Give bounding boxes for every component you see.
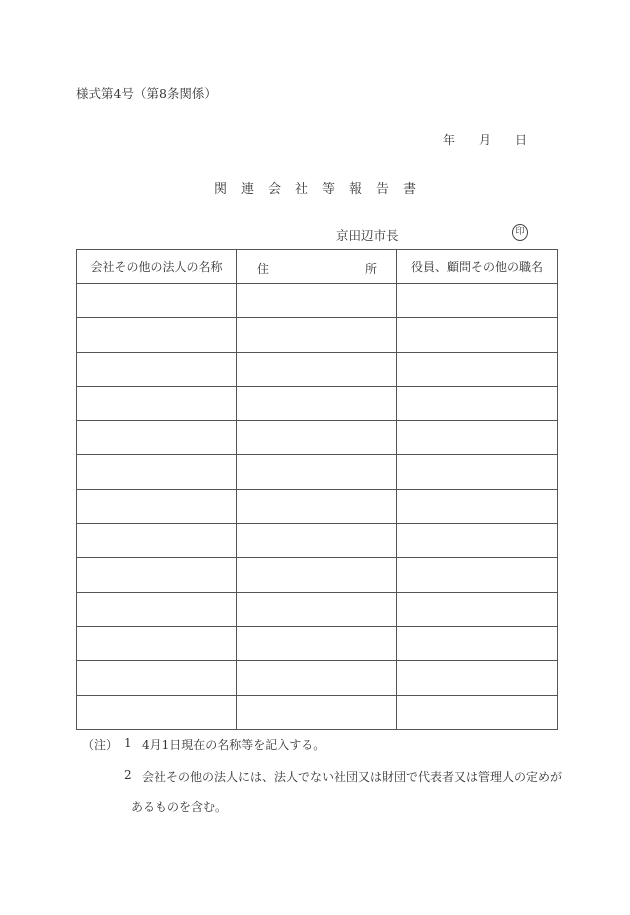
document-title [0, 178, 630, 197]
table-header-row [77, 250, 558, 284]
company-name-cell[interactable] [77, 661, 237, 695]
table-row [77, 352, 558, 386]
company-name-cell[interactable] [77, 421, 237, 455]
form-number: 様式第4号（第8条関係） [76, 86, 217, 101]
address-cell[interactable] [237, 455, 397, 489]
seal-icon: 印 [512, 224, 528, 241]
header-address [237, 250, 397, 284]
title-char: 会 [267, 182, 281, 197]
related-company-table [76, 249, 558, 730]
table-row [77, 592, 558, 626]
date-day-label: 日 [515, 133, 528, 147]
note-1-text: 4月1日現在の名称等を記入する。 [142, 738, 326, 752]
position-cell[interactable] [397, 489, 558, 523]
position-cell[interactable] [397, 626, 558, 660]
company-name-cell[interactable] [77, 626, 237, 660]
note-2-number: 2 [124, 768, 132, 782]
table-row [77, 455, 558, 489]
address-cell[interactable] [237, 592, 397, 626]
position-cell[interactable] [397, 695, 558, 729]
title-char: 告 [376, 182, 390, 197]
date-month-label: 月 [479, 133, 492, 147]
position-cell[interactable] [397, 318, 558, 352]
table-row [77, 695, 558, 729]
title-char: 書 [403, 182, 417, 197]
addressee: 京田辺市長 [336, 228, 399, 243]
company-name-cell[interactable] [77, 284, 237, 318]
position-cell[interactable] [397, 592, 558, 626]
company-name-cell[interactable] [77, 695, 237, 729]
address-cell[interactable] [237, 386, 397, 420]
header-company-name: 会社その他の法人の名称 [77, 250, 237, 284]
position-cell[interactable] [397, 558, 558, 592]
position-cell[interactable] [397, 661, 558, 695]
note-2-text: 会社その他の法人には、法人でない社団又は財団で代表者又は管理人の定めが [142, 770, 563, 784]
title-char: 社 [294, 182, 308, 197]
note-2-continuation: あるものを含む。 [131, 800, 228, 814]
table-row [77, 318, 558, 352]
position-cell[interactable] [397, 524, 558, 558]
company-name-cell[interactable] [77, 558, 237, 592]
company-name-cell[interactable] [77, 524, 237, 558]
address-cell[interactable] [237, 284, 397, 318]
address-cell[interactable] [237, 352, 397, 386]
company-name-cell[interactable] [77, 352, 237, 386]
company-name-cell[interactable] [77, 318, 237, 352]
notes-label: （注） [82, 738, 119, 752]
position-cell[interactable] [397, 352, 558, 386]
date-year-label: 年 [443, 133, 456, 147]
company-name-cell[interactable] [77, 386, 237, 420]
address-cell[interactable] [237, 318, 397, 352]
position-cell[interactable] [397, 421, 558, 455]
table-row [77, 284, 558, 318]
address-cell[interactable] [237, 626, 397, 660]
address-cell[interactable] [237, 421, 397, 455]
position-cell[interactable] [397, 455, 558, 489]
address-cell[interactable] [237, 489, 397, 523]
company-name-cell[interactable] [77, 489, 237, 523]
table-row [77, 524, 558, 558]
header-position: 役員、顧問その他の職名 [397, 250, 558, 284]
title-char: 報 [349, 182, 363, 197]
table-row [77, 661, 558, 695]
address-cell[interactable] [237, 558, 397, 592]
note-1-number: 1 [124, 736, 132, 750]
table-row [77, 421, 558, 455]
position-cell[interactable] [397, 284, 558, 318]
address-cell[interactable] [237, 661, 397, 695]
address-cell[interactable] [237, 524, 397, 558]
title-char: 等 [322, 182, 336, 197]
header-address-char-1: 住 [257, 262, 270, 276]
address-cell[interactable] [237, 695, 397, 729]
position-cell[interactable] [397, 386, 558, 420]
table-row [77, 489, 558, 523]
header-address-char-2: 所 [365, 262, 378, 276]
table-row [77, 386, 558, 420]
company-name-cell[interactable] [77, 592, 237, 626]
table-row [77, 626, 558, 660]
title-char: 関 [213, 182, 227, 197]
title-char: 連 [240, 182, 254, 197]
company-name-cell[interactable] [77, 455, 237, 489]
table-row [77, 558, 558, 592]
